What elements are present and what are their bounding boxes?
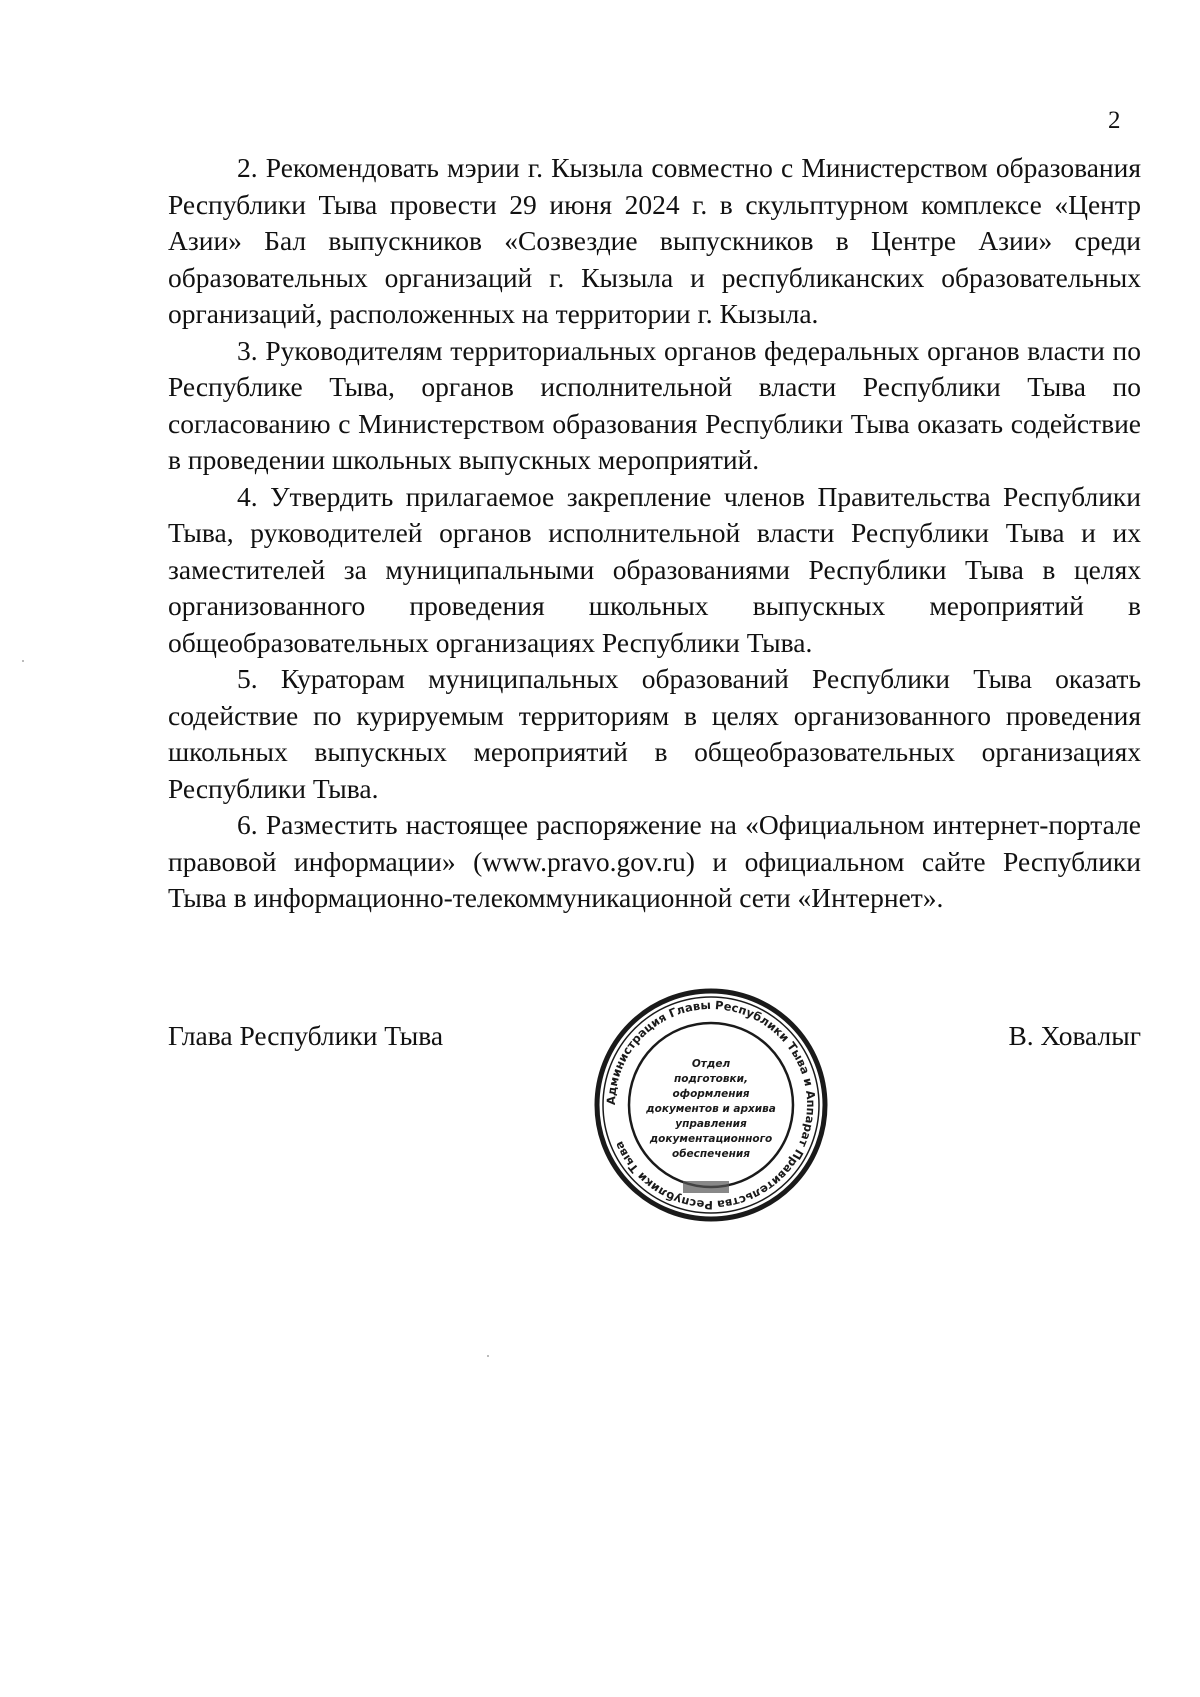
signatory-name: В. Ховалыг	[1008, 1020, 1141, 1051]
seal-center-text	[645, 1058, 776, 1160]
seal-line-6: документационного	[649, 1133, 773, 1145]
seal-line-2: подготовки,	[673, 1073, 749, 1085]
seal-line-4: документов и архива	[646, 1103, 776, 1115]
seal-image	[591, 985, 831, 1225]
seal-line-5: управления	[675, 1118, 747, 1130]
page-number: 2	[1108, 107, 1121, 134]
paragraph-6: 6. Разместить настоящее распоряжение на «Официальном интернет-портале правовой информации» (www.pravo.gov.ru) и официальном сайте Республики Тыва в информационно-телекоммуникационной сети «Интернет».	[168, 809, 1141, 913]
document-body	[168, 150, 1141, 917]
scan-speck	[487, 1355, 489, 1357]
seal-line-3: оформления	[672, 1088, 750, 1100]
seal-line-1: Отдел	[691, 1058, 731, 1070]
seal-smudge	[683, 1181, 729, 1193]
seal-ring-text-path: Администрация Главы Республики Тыва и Аппарат Правительства Республики Тыва	[603, 997, 819, 1213]
official-seal	[591, 985, 831, 1225]
paragraph-2: 2. Рекомендовать мэрии г. Кызыла совместно с Министерством образования Республики Тыва провести 29 июня 2024 г. в скульптурном комплексе «Центр Азии» Бал выпускников «Созвездие выпускников в Центре Азии» среди образовательных организаций г. Кызыла и республиканских образовательных организаций, расположенных на территории г. Кызыла.	[168, 152, 1141, 329]
paragraph-4: 4. Утвердить прилагаемое закрепление членов Правительства Республики Тыва, руководителей органов исполнительной власти Республики Тыва и их заместителей за муниципальными образованиями Республики Тыва в целях организованного проведения школьных выпускных мероприятий в общеобразовательных организациях Республики Тыва.	[168, 480, 1141, 658]
paragraph-3: 3. Руководителям территориальных органов федеральных органов власти по Республике Тыва, органов исполнительной власти Республики Тыва по согласованию с Министерством образования Республики Тыва оказать содействие в проведении школьных выпускных мероприятий.	[168, 334, 1141, 475]
paragraph-5: 5. Кураторам муниципальных образований Республики Тыва оказать содействие по курируемым территориям в целях организованного проведения школьных выпускных мероприятий в общеобразовательных организациях Республики Тыва.	[168, 663, 1141, 804]
scan-speck	[22, 660, 24, 662]
seal-line-7: обеспечения	[672, 1148, 750, 1160]
signatory-title: Глава Республики Тыва	[168, 1020, 444, 1051]
